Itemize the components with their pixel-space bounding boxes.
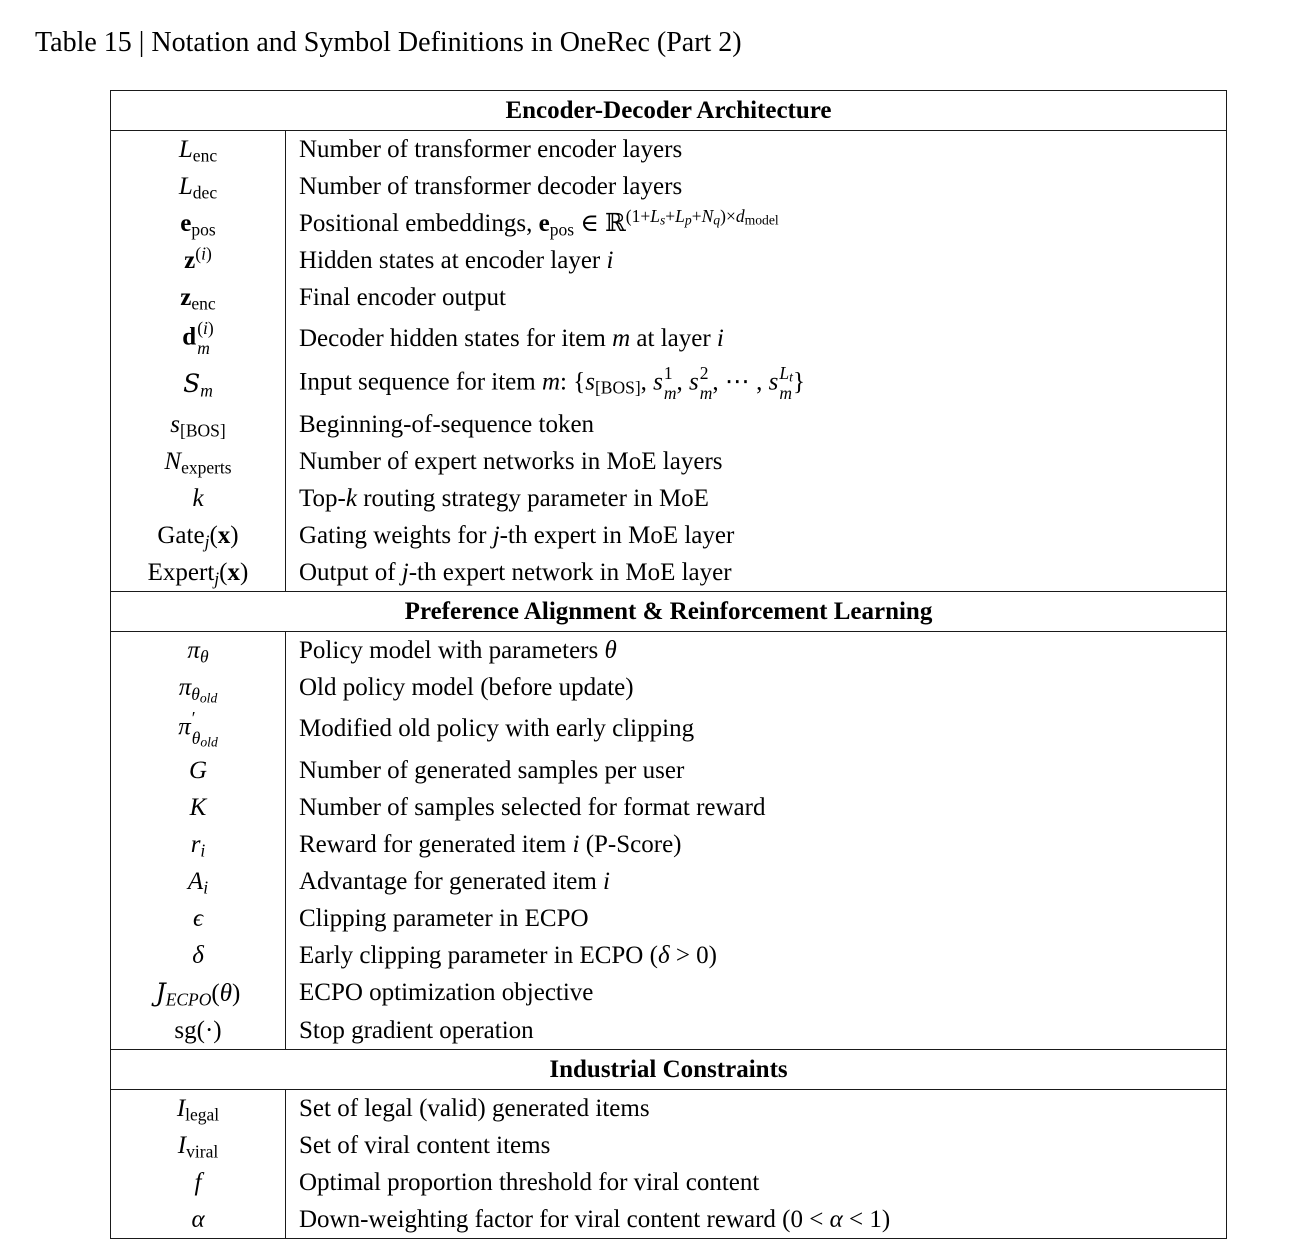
definition-cell: Number of generated samples per user [299,756,685,784]
table-row [111,974,1227,1012]
section-header: Industrial Constraints [111,1049,1227,1089]
definition-cell: ECPO optimization objective [299,979,594,1007]
table-row [111,316,1227,361]
table-row [111,406,1227,443]
table-row [111,1012,1227,1050]
table-caption: Table 15 | Notation and Symbol Definitions in OneRec (Part 2) [35,27,742,58]
table-row [111,789,1227,826]
table-row [111,669,1227,706]
definition-cell: Number of transformer encoder layers [299,136,683,163]
definition-cell: Reward for generated item i (P-Score) [299,830,682,858]
table-row [111,1201,1227,1239]
table-row [111,1089,1227,1127]
definition-cell: Clipping parameter in ECPO [299,904,589,932]
definition-cell: Output of j-th expert network in MoE layer [299,559,732,587]
definition-cell: Beginning-of-sequence token [299,411,595,439]
symbol-cell: π ′ θold [111,706,286,751]
symbol-cell: Nexperts [111,443,286,480]
table-row [111,632,1227,670]
definition-cell: Top-k routing strategy parameter in MoE [299,485,709,513]
definition-cell: Set of viral content items [299,1131,551,1159]
section-header: Encoder-Decoder Architecture [111,91,1227,131]
definition-cell: Down-weighting factor for viral content reward (0 < α < 1) [299,1205,891,1233]
definition-cell: Decoder hidden states for item m at layer i [299,325,724,353]
table-row [111,706,1227,751]
symbol-cell: Gatej(x) [111,517,286,554]
table-row [111,937,1227,974]
table-row [111,361,1227,406]
table-row [111,752,1227,789]
definition-cell: Old policy model (before update) [299,674,634,702]
definition-cell: Advantage for generated item i [299,867,610,895]
definition-cell: Set of legal (valid) generated items [299,1094,650,1122]
symbol-cell: d (i) m [111,316,286,361]
table-row [111,242,1227,279]
definition-cell: Early clipping parameter in ECPO (δ > 0) [299,941,717,969]
table-row [111,900,1227,937]
symbol-cell: Iviral [111,1127,286,1164]
symbol-cell: JECPO(θ) [111,974,286,1012]
symbol-cell: ri [111,826,286,863]
symbol-cell: s[BOS] [111,406,286,443]
section-header-row [111,592,1227,632]
definition-cell: Hidden states at encoder layer i [299,247,614,274]
definition-cell: Policy model with parameters θ [299,637,617,665]
table-row [111,863,1227,900]
table-row [111,1127,1227,1164]
symbol-cell: α [111,1201,286,1239]
definition-cell: Number of samples selected for format reward [299,793,766,821]
table-row [111,205,1227,242]
symbol-cell: $z^{(i)}$ [111,242,286,279]
table-row [111,1164,1227,1201]
section-header: Preference Alignment & Reinforcement Learning [111,592,1227,632]
definition-cell: Gating weights for j-th expert in MoE layer [299,522,735,550]
table-row [111,554,1227,592]
section-header-row [111,91,1227,131]
symbol-cell: ϵ [111,900,286,937]
table-row [111,443,1227,480]
definition-cell: Modified old policy with early clipping [299,715,695,743]
table-row [111,279,1227,316]
symbol-cell: Ldec [111,168,286,205]
table-row [111,517,1227,554]
symbol-cell: G [111,752,286,789]
symbol-cell: Sm [111,361,286,406]
table-row [111,131,1227,169]
definition-cell: Number of transformer decoder layers [299,173,683,200]
notation-table [110,90,1227,1239]
symbol-cell: epos [111,205,286,242]
symbol-cell: Ai [111,863,286,900]
symbol-cell: δ [111,937,286,974]
symbol-cell: Expertj(x) [111,554,286,592]
symbol-cell: k [111,480,286,517]
definition-cell: Final encoder output [299,284,506,311]
symbol-cell: Lenc [111,131,286,169]
symbol-cell: sg(·) [111,1012,286,1050]
notation-table-body [111,91,1227,1239]
symbol-cell: πθold [111,669,286,706]
table-row [111,480,1227,517]
symbol-cell: K [111,789,286,826]
definition-cell: Positional embeddings, epos ∈ ℝ$^{(1+Ls+Lp+Nq)\times dmodel}$ [299,206,779,240]
symbol-cell: zenc [111,279,286,316]
definition-cell: Optimal proportion threshold for viral content [299,1168,760,1196]
definition-cell: Input sequence for item m: {s[BOS], s 1 m , s 2 m , ⋯ , s Lt m } [299,363,805,403]
symbol-cell: f [111,1164,286,1201]
definition-cell: Stop gradient operation [299,1016,534,1044]
definition-cell: Number of expert networks in MoE layers [299,448,723,476]
symbol-cell: Ilegal [111,1089,286,1127]
table-row [111,168,1227,205]
symbol-cell: πθ [111,632,286,670]
table-row [111,826,1227,863]
section-header-row [111,1049,1227,1089]
